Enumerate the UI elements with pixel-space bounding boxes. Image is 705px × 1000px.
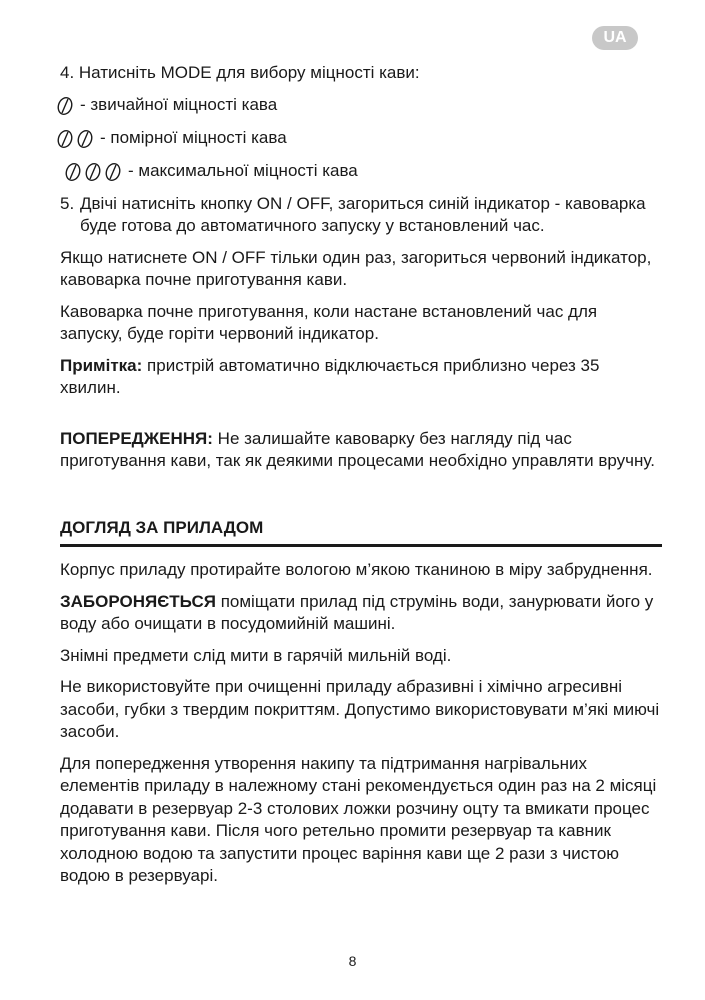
- step-5: [60, 193, 662, 238]
- coffee-bean-icon: [56, 129, 74, 149]
- note-label: Примітка:: [60, 355, 143, 375]
- strength-regular: [56, 94, 662, 118]
- warning: [60, 428, 662, 473]
- bean-icons-3: [64, 162, 122, 182]
- coffee-bean-icon: [104, 162, 122, 182]
- care-paragraph-5: Для попередження утворення накипу та підтримання нагрівальних елементів приладу в належному стані рекомендується один раз на 2 місяці додавати в резервуар 2-3 столових ложки розчину оцту та вмикати процес приготування кави. Після чого ретельно промити резервуар та кавник холодною водою та запустити процес варіння кави ще 2 рази з чистою водою в резервуарі.: [60, 753, 657, 885]
- note-text: пристрій автоматично відключається приблизно через 35 хвилин.: [60, 355, 600, 397]
- bean-icons-1: [56, 96, 74, 116]
- strength-maximum: [56, 160, 662, 184]
- care-paragraph-2: [60, 591, 662, 636]
- warning-text: Не залишайте кавоварку без нагляду під час приготування кави, так як деякими процесами необхідно управляти вручну.: [60, 428, 655, 470]
- bean-icons-2: [56, 129, 94, 149]
- strength-medium: [56, 127, 662, 151]
- care-paragraph-4: Не використовуйте при очищенні приладу абразивні і хімічно агресивні засоби, губки з твердим покриттям. Допустимо використовувати м’які миючі засоби.: [60, 677, 660, 741]
- step-5-number: 5.: [60, 193, 75, 213]
- page-number: 8: [348, 953, 357, 969]
- step-5-text: Двічі натисніть кнопку ON / OFF, загориться синій індикатор - кавоварка буде готова до автоматичного запуску у встановлений час.: [80, 193, 646, 235]
- care-paragraph-3: Знімні предмети слід мити в гарячій мильній воді.: [60, 645, 452, 665]
- prohibited-label: ЗАБОРОНЯЄТЬСЯ: [60, 591, 216, 611]
- strength-maximum-label: - максимальної міцності кава: [128, 161, 358, 181]
- step-4: 4. Натисніть MODE для вибору міцності кави:: [60, 63, 420, 82]
- coffee-bean-icon: [84, 162, 102, 182]
- section-title-care: ДОГЛЯД ЗА ПРИЛАДОМ: [60, 517, 662, 548]
- strength-regular-label: - звичайної міцності кава: [80, 95, 278, 115]
- prohibited-text: поміщати прилад під струмінь води, занурювати його у воду або очищати в посудомийній машині.: [60, 591, 654, 633]
- language-badge: UA: [592, 26, 638, 50]
- warning-label: ПОПЕРЕДЖЕННЯ:: [60, 428, 213, 448]
- note: [60, 355, 662, 400]
- strength-medium-label: - помірної міцності кава: [100, 128, 287, 148]
- coffee-bean-icon: [64, 162, 82, 182]
- coffee-bean-icon: [76, 129, 94, 149]
- paragraph-single-press: Якщо натиснете ON / OFF тільки один раз, загориться червоний індикатор, кавоварка почне приготування кави.: [60, 247, 652, 289]
- coffee-bean-icon: [56, 96, 74, 116]
- care-paragraph-1: Корпус приладу протирайте вологою м’якою тканиною в міру забруднення.: [60, 560, 653, 579]
- manual-content: [60, 62, 662, 897]
- paragraph-start-time: Кавоварка почне приготування, коли настане встановлений час для запуску, буде горіти червоний індикатор.: [60, 301, 598, 343]
